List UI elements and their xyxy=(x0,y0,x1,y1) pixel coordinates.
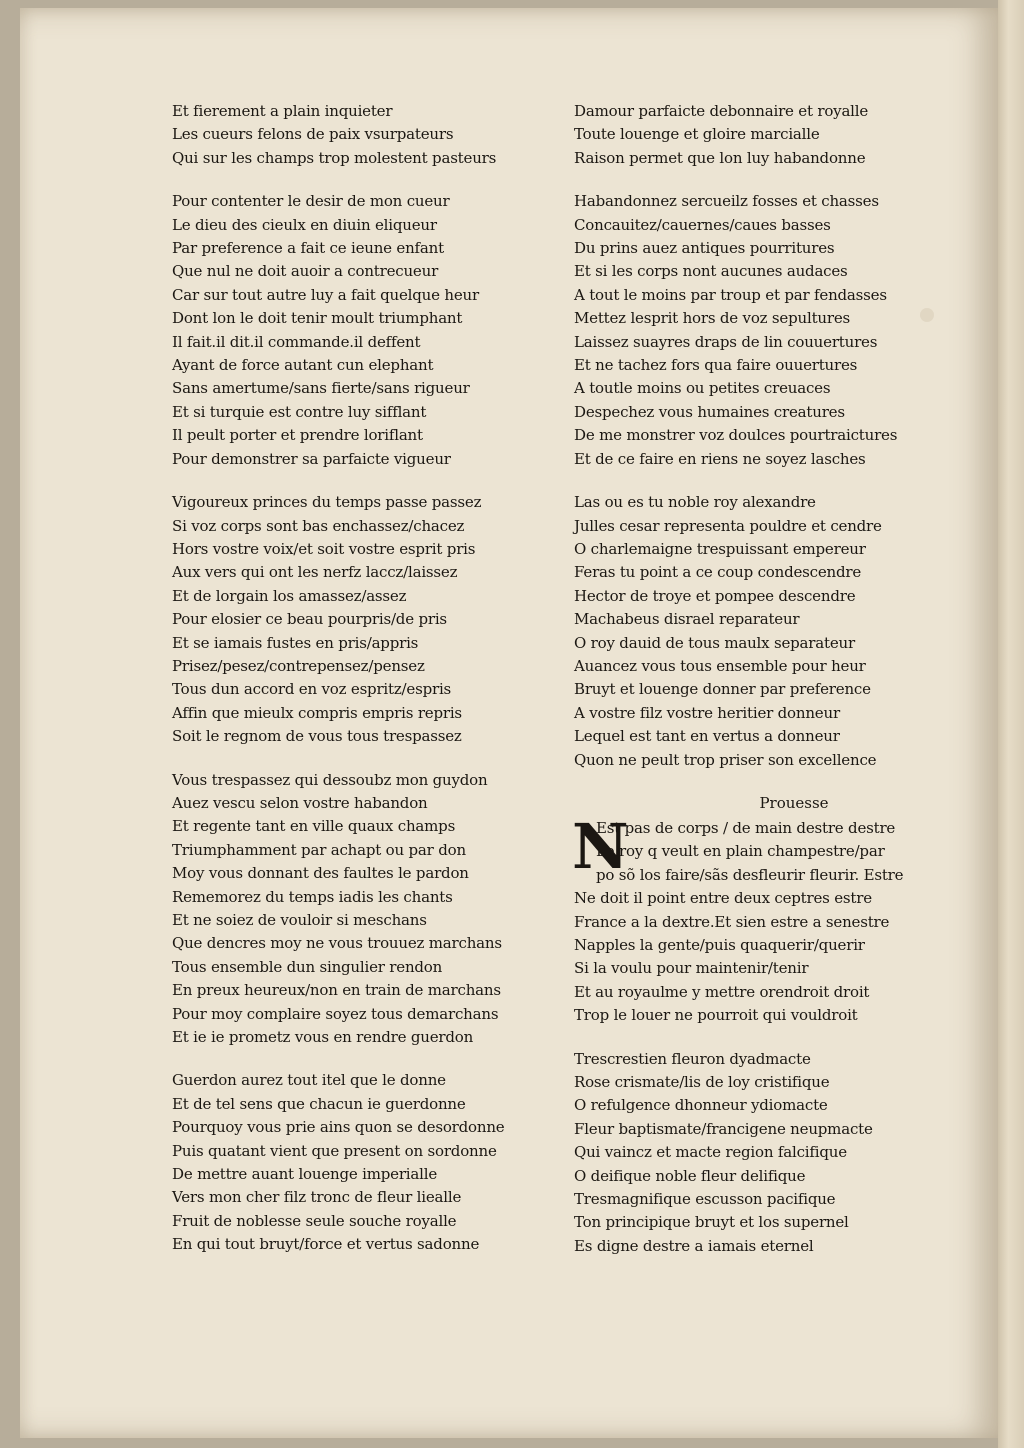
verse-line: Ne doit il point entre deux ceptres estre xyxy=(574,889,872,908)
verse-line: En qui tout bruyt/force et vertus sadonne xyxy=(172,1235,480,1254)
verse-line: Est pas de corps / de main destre destre xyxy=(596,818,896,837)
verse-line: Et au royaulme y mettre orendroit droit xyxy=(574,982,870,1001)
verse-line: Puis quatant vient que present on sordonne xyxy=(172,1141,497,1160)
verse-line: Et fierement a plain inquieter xyxy=(172,102,393,120)
verse-stanza xyxy=(172,100,572,170)
verse-line: Trop le louer ne pourroit qui vouldroit xyxy=(574,1006,858,1025)
verse-line: Ayant de force autant cun elephant xyxy=(172,356,434,375)
verse-line: Machabeus disrael reparateur xyxy=(574,610,800,629)
verse-line: Affin que mieulx compris empris repris xyxy=(172,703,462,722)
verse-line: Sans amertume/sans fierte/sans rigueur xyxy=(172,379,470,398)
verse-line: Las ou es tu noble roy alexandre xyxy=(574,493,816,512)
prouesse-stanza xyxy=(572,809,974,1028)
verse-line: Tous dun accord en voz espritz/espris xyxy=(172,680,452,699)
verse-line: De me monstrer voz doulces pourtraictures xyxy=(574,426,898,445)
final-stanza xyxy=(574,1048,974,1259)
section-heading: Prouesse xyxy=(759,793,829,812)
verse-line: Quon ne peult trop priser son excellence xyxy=(574,750,877,769)
verse-line: Pour elosier ce beau pourpris/de pris xyxy=(172,610,447,629)
verse-line: A tout le moins par troup et par fendasses xyxy=(574,285,887,304)
verse-line: Si voz corps sont bas enchassez/chacez xyxy=(172,516,465,535)
verse-line: Il peult porter et prendre loriflant xyxy=(172,426,423,445)
verse-stanza xyxy=(172,769,572,1050)
verse-line: Et se iamais fustes en pris/appris xyxy=(172,633,419,652)
verse-line: Et si turquie est contre luy sifflant xyxy=(172,402,427,421)
right-column xyxy=(574,100,974,1278)
verse-line: Mettez lesprit hors de voz sepultures xyxy=(574,309,850,328)
verse-line: Qui vaincz et macte region falcifique xyxy=(574,1143,847,1162)
verse-line: Et regente tant en ville quaux champs xyxy=(172,817,456,836)
verse-line: Et ne tachez fors qua faire ouuertures xyxy=(574,356,858,375)
verse-line: En preux heureux/non en train de marchans xyxy=(172,981,501,1000)
verse-line: Car sur tout autre luy a fait quelque heur xyxy=(172,285,479,304)
verse-line: Tous ensemble dun singulier rendon xyxy=(172,957,443,976)
verse-line: Lequel est tant en vertus a donneur xyxy=(574,727,840,746)
verse-line: O refulgence dhonneur ydiomacte xyxy=(574,1096,828,1115)
verse-line: Moy vous donnant des faultes le pardon xyxy=(172,864,469,883)
verse-line: A vostre filz vostre heritier donneur xyxy=(574,703,840,722)
left-column xyxy=(172,100,572,1277)
verse-line: France a la dextre.Et sien estre a senestre xyxy=(574,912,890,931)
verse-line: Ton principique bruyt et los supernel xyxy=(574,1213,849,1232)
verse-line: po sõ los faire/sãs desfleurir fleurir. Estre xyxy=(596,865,904,884)
verse-line: Si la voulu pour maintenir/tenir xyxy=(574,959,809,978)
verse-line: Aux vers qui ont les nerfz laccz/laissez xyxy=(172,563,458,582)
facing-page-edge xyxy=(998,0,1024,1448)
verse-line: Du prins auez antiques pourritures xyxy=(574,239,835,258)
verse-line: Il fait.il dit.il commande.il deffent xyxy=(172,332,421,351)
verse-line: Auez vescu selon vostre habandon xyxy=(172,793,428,812)
verse-stanza xyxy=(172,190,572,471)
verse-line: Et si les corps nont aucunes audaces xyxy=(574,262,848,281)
verse-stanza xyxy=(574,491,974,772)
verse-line: Vous trespassez qui dessoubz mon guydon xyxy=(172,770,488,789)
verse-line: Toute louenge et gloire marcialle xyxy=(574,125,820,144)
verse-line: Les cueurs felons de paix vsurpateurs xyxy=(172,125,454,144)
verse-stanza xyxy=(172,491,572,748)
verse-line: O charlemaigne trespuissant empereur xyxy=(574,539,866,558)
verse-line: Es digne destre a iamais eternel xyxy=(574,1236,814,1255)
verse-line: Damour parfaicte debonnaire et royalle xyxy=(574,102,869,120)
verse-line: Qui sur les champs trop molestent pasteurs xyxy=(172,148,497,167)
verse-line: Guerdon aurez tout itel que le donne xyxy=(172,1071,446,1090)
verse-line: Rose crismate/lis de loy cristifique xyxy=(574,1073,830,1092)
verse-line: Tresmagnifique escusson pacifique xyxy=(574,1190,836,1209)
verse-line: Et de ce faire en riens ne soyez lasches xyxy=(574,449,866,468)
verse-line: Julles cesar representa pouldre et cendre xyxy=(574,516,882,535)
verse-line: Trescrestien fleuron dyadmacte xyxy=(574,1049,811,1068)
verse-line: Habandonnez sercueilz fosses et chasses xyxy=(574,192,879,211)
drop-cap-initial: N xyxy=(572,809,629,883)
verse-line: Et ie ie prometz vous en rendre guerdon xyxy=(172,1028,474,1047)
verse-stanza xyxy=(574,100,974,170)
verse-line: Hors vostre voix/et soit vostre esprit pris xyxy=(172,539,476,558)
verse-line: Rememorez du temps iadis les chants xyxy=(172,887,453,906)
verse-line: Et de lorgain los amassez/assez xyxy=(172,586,407,605)
verse-line: A toutle moins ou petites creuaces xyxy=(574,379,831,398)
verse-line: Auancez vous tous ensemble pour heur xyxy=(574,656,866,675)
verse-line: Le dieu des cieulx en diuin eliqueur xyxy=(172,215,437,234)
verse-line: Concauitez/cauernes/caues basses xyxy=(574,215,831,234)
verse-line: Que dencres moy ne vous trouuez marchans xyxy=(172,934,502,953)
verse-stanza xyxy=(172,1069,572,1256)
verse-line: Triumphamment par achapt ou par don xyxy=(172,840,466,859)
verse-line: Vigoureux princes du temps passe passez xyxy=(172,493,482,512)
verse-line: O deifique noble fleur delifique xyxy=(574,1166,806,1185)
verse-line: Vers mon cher filz tronc de fleur liealle xyxy=(172,1188,462,1207)
verse-stanza xyxy=(574,190,974,471)
verse-line: Et ne soiez de vouloir si meschans xyxy=(172,911,427,929)
verse-line: De mettre auant louenge imperialle xyxy=(172,1165,438,1184)
verse-line: Pour demonstrer sa parfaicte vigueur xyxy=(172,449,451,468)
verse-line: Et de tel sens que chacun ie guerdonne xyxy=(172,1094,466,1113)
verse-line: Laissez suayres draps de lin couuertures xyxy=(574,332,878,351)
verse-line: Le roy q veult en plain champestre/par xyxy=(596,842,885,861)
verse-line: Hector de troye et pompee descendre xyxy=(574,586,856,605)
verse-line: Prisez/pesez/contrepensez/pensez xyxy=(172,656,425,675)
verse-line: Pour moy complaire soyez tous demarchans xyxy=(172,1004,499,1023)
verse-line: Fruit de noblesse seule souche royalle xyxy=(172,1211,457,1230)
verse-line: Par preference a fait ce ieune enfant xyxy=(172,239,444,258)
verse-line: Raison permet que lon luy habandonne xyxy=(574,148,866,167)
verse-line: Pour contenter le desir de mon cueur xyxy=(172,192,450,211)
verse-line: Despechez vous humaines creatures xyxy=(574,402,845,421)
verse-line: Napples la gente/puis quaquerir/querir xyxy=(574,936,865,954)
verse-line: Fleur baptismate/francigene neupmacte xyxy=(574,1119,873,1138)
verse-line: Soit le regnom de vous tous trespassez xyxy=(172,727,462,746)
verse-line: O roy dauid de tous maulx separateur xyxy=(574,633,855,652)
verse-line: Que nul ne doit auoir a contrecueur xyxy=(172,262,439,281)
verse-line: Bruyt et louenge donner par preference xyxy=(574,680,871,699)
verse-line: Dont lon le doit tenir moult triumphant xyxy=(172,309,463,328)
verse-line: Pourquoy vous prie ains quon se desordonne xyxy=(172,1118,505,1137)
verse-line: Feras tu point a ce coup condescendre xyxy=(574,563,862,582)
